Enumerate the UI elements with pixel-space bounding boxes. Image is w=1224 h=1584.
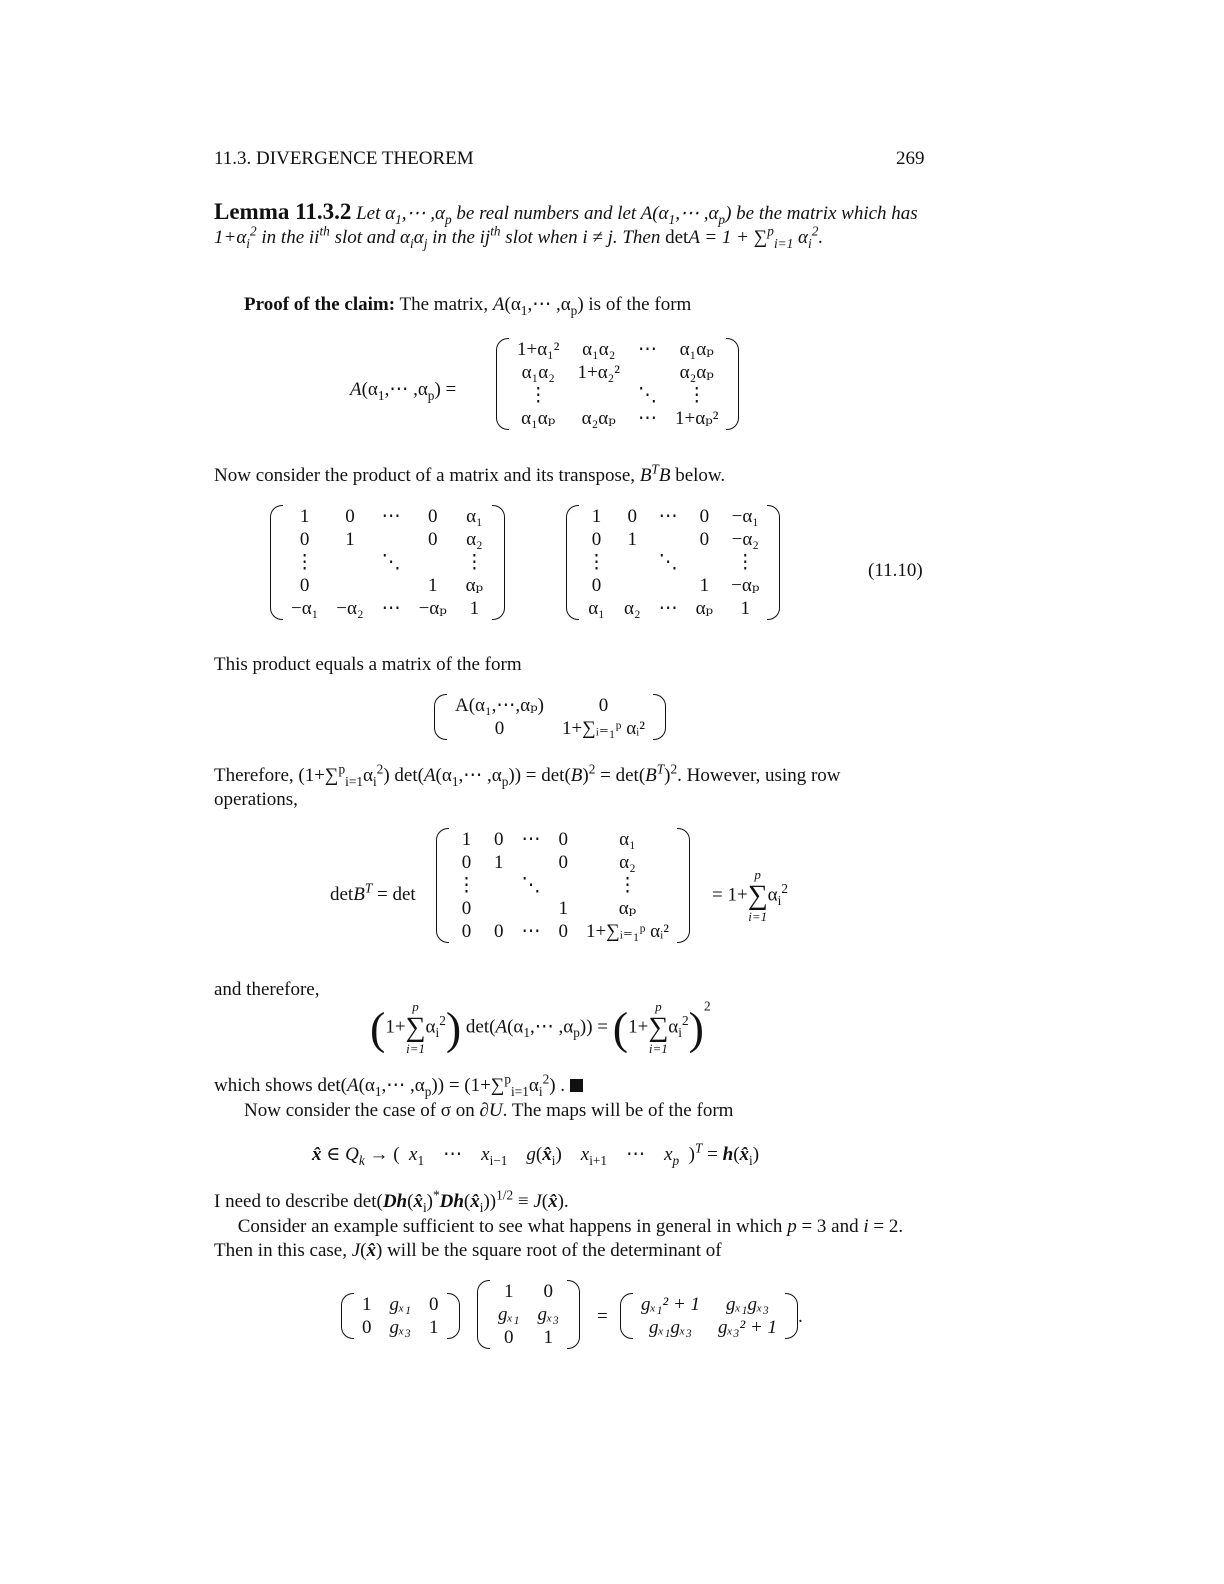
matrix-B-table: 1 0 ⋯ 0 −α₁ 0 1 0 −α₂ ⋮ ⋱ ⋮ 0 1 −αₚ α₁ α₂ ⋯ αₚ 1 [587,506,760,619]
matrix-rowop [448,828,678,943]
block-matrix [446,694,654,740]
lemma-statement: Let $\alpha_1,\cdots$ $,\alpha_p$ be real numbers and let $A(\alpha_1,\cdots$ $,\alpha_p$) be the matrix which has $1+\alpha_i^2$ in the $ii^{th}$ slot and $\alpha_i\alpha_j$ in the $ij^{th}$ slot when i ≠ j. Then detA = 1 + ∑$^p_{i=1}$ $\alpha_i^2$. [214,203,918,251]
paragraph-describe: I need to describe $\det(Dh(x̂_i)^*Dh(x̂_i))^{1/2}$ ≡ J(x̂). [214,1187,569,1215]
lemma-label: Lemma 11.3.2 [214,199,352,224]
matrix-small-3 [632,1293,786,1339]
period: . [798,1306,803,1327]
running-header: 11.3. DIVERGENCE THEOREM [214,148,474,169]
paragraph-case-sigma: Now consider the case of σ on ∂U. The maps will be of the form [244,1100,734,1121]
matrix-A-table: 1+α₁² α₁α₂ ⋯ α₁αₚ α₁α₂ 1+α₂² α₂αₚ ⋮ ⋱ ⋮ α₁αₚ α₂αₚ ⋯ 1+αₚ² [517,339,719,429]
paragraph-example: Consider an example sufficient to see what happens in general in which p = 3 and i = 2. Then in this case, J(x̂) will be the square root of the determinant of [214,1216,904,1261]
lemma-block [214,200,928,250]
matrix-A-lhs: $A(\alpha_1,\cdots$ $,\alpha_p$) = [350,379,457,403]
matrix-small-1-table: 1 gₓ₁ 0 0 gₓ₃ 1 [362,1294,439,1338]
equation-number: (11.10) [868,560,923,581]
equals-sign: = [597,1306,608,1327]
paragraph-therefore: Therefore, $(1+\sum^p_{i=1}\alpha_i^2)$ $\det(A(\alpha_1,\cdots$ $,\alpha_p)) = \det(B)^2 = \det(B^T)^2$. However, using row operations, [214,761,841,810]
paragraph-and-therefore: and therefore, [214,979,320,1000]
det-BT-rhs: = 1+ p ∑ i=1 $\alpha_i^2$ [712,867,788,924]
matrix-small-2 [489,1280,568,1349]
equation-and-therefore: (1+ p ∑ i=1 $\alpha_i^2$) $\det(A(\alpha_1,\cdots$ $,\alpha_p)) = (1+$ p ∑ i=1 $\alpha_i^2)^2$ [370,998,711,1056]
matrix-small-2-table: 1 0 gₓ₁ gₓ₃ 0 1 [498,1281,560,1348]
block-matrix-table: A(α₁,⋯,αₚ) 0 0 1+∑ᵢ₌₁ᵖ αᵢ² [455,695,645,739]
det-BT-lhs: detB$^T$ = det [330,880,416,905]
paragraph-product: Now consider the product of a matrix and its transpose, $B^TB$ below. [214,461,726,486]
matrix-rowop-table: 1 0 ⋯ 0 α₁ 0 1 0 α₂ ⋮ ⋱ ⋮ 0 1 αₚ 0 0 ⋯ 0 1+∑ᵢ₌₁ᵖ αᵢ² [457,829,669,942]
page-number: 269 [896,148,925,169]
equation-map: x̂ ∈ $Q_k$ → ( $x_1$ ⋯ $x_{i-1}$ $g(x̂_i)$ $x_{i+1}$ ⋯ $x_p$ )$^T = h(x̂_i)$ [312,1140,760,1168]
matrix-small-3-table: gₓ₁² + 1 gₓ₁gₓ₃ gₓ₁gₓ₃ gₓ₃² + 1 [641,1294,778,1338]
paragraph-product-equals: This product equals a matrix of the form [214,654,522,675]
matrix-B [578,505,768,620]
matrix-small-1 [353,1293,448,1339]
matrix-A [508,338,727,430]
paragraph-which-shows: which shows $\det(A(\alpha_1,\cdots$ $,\alpha_p)) = (1+\sum^p_{i=1}\alpha_i^2)$ . [214,1074,928,1098]
proof-intro: Proof of the claim: The matrix, $A(\alpha_1,\cdots$ $,\alpha_p$) is of the form [244,294,692,318]
matrix-BT-table: 1 0 ⋯ 0 α₁ 0 1 0 α₂ ⋮ ⋱ ⋮ 0 1 αₚ −α₁ −α₂ ⋯ −αₚ 1 [291,506,484,619]
matrix-BT [282,505,493,620]
qed-square-icon [570,1079,583,1092]
